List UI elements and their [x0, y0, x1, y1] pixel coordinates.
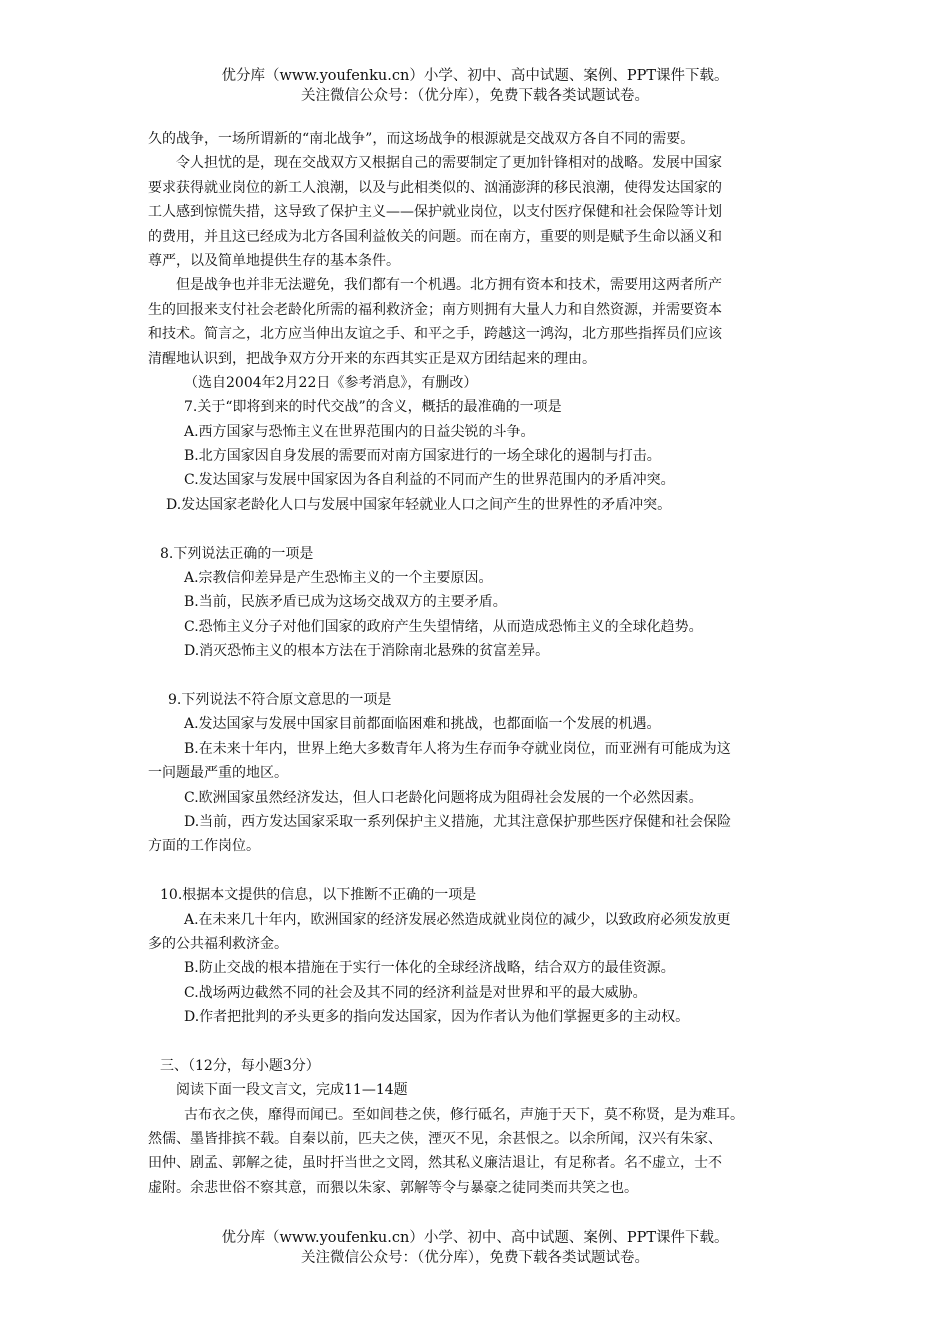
footer-line-2: 关注微信公众号：（优分库），免费下载各类试题试卷。	[301, 1250, 649, 1266]
classical-text-line: 古布衣之侠，靡得而闻已。至如闾巷之侠，修行砥名，声施于天下，莫不称贤，是为难耳。	[184, 1106, 744, 1123]
question-8-option-a: A.宗教信仰差异是产生恐怖主义的一个主要原因。	[184, 570, 493, 587]
header-line-1: 优分库（www.youfenku.cn）小学、初中、高中试题、案例、PPT课件下载。	[221, 68, 729, 84]
question-9-option-a: A.发达国家与发展中国家目前都面临困难和挑战，也都面临一个发展的机遇。	[184, 716, 661, 733]
classical-text-line: 然儒、墨皆排摈不载。自秦以前，匹夫之侠，湮灭不见，余甚恨之。以余所闻，汉兴有朱家、	[148, 1131, 722, 1148]
question-10-option-b: B.防止交战的根本措施在于实行一体化的全球经济战略，结合双方的最佳资源。	[184, 960, 675, 977]
passage-line: 久的战争，一场所谓新的“南北战争”，而这场战争的根源就是交战双方各自不同的需要。	[148, 131, 695, 147]
spacer	[148, 664, 808, 688]
question-9-stem: 9.下列说法不符合原文意思的一项是	[168, 691, 392, 708]
passage-line: 工人感到惊慌失措，这导致了保护主义——保护就业岗位，以支付医疗保健和社会保险等计划	[148, 204, 722, 221]
question-10-option-c: C.战场两边截然不同的社会及其不同的经济利益是对世界和平的最大威胁。	[184, 984, 647, 1001]
spacer	[148, 1029, 808, 1053]
page-header	[0, 66, 950, 106]
passage-line: 尊严，以及简单地提供生存的基本条件。	[148, 252, 400, 269]
question-9-option-c: C.欧洲国家虽然经济发达，但人口老龄化问题将成为阻碍社会发展的一个必然因素。	[184, 789, 703, 806]
question-10-option-a-cont: 多的公共福利救济金。	[148, 935, 288, 952]
question-7-stem: 7.关于“即将到来的时代交战”的含义，概括的最准确的一项是	[184, 399, 562, 416]
question-9-option-d-cont: 方面的工作岗位。	[148, 838, 260, 855]
passage-line: 生的回报来支付社会老龄化所需的福利救济金；南方则拥有大量人力和自然资源，并需要资本	[148, 301, 722, 318]
spacer	[148, 859, 808, 883]
section-3-instruction: 阅读下面一段文言文，完成11—14题	[176, 1082, 408, 1099]
question-9-option-b-cont: 一问题最严重的地区。	[148, 765, 288, 782]
header-line-2: 关注微信公众号：（优分库），免费下载各类试题试卷。	[301, 88, 649, 104]
footer-line-1: 优分库（www.youfenku.cn）小学、初中、高中试题、案例、PPT课件下载。	[221, 1230, 729, 1246]
question-9-option-b: B.在未来十年内，世界上绝大多数青年人将为生存而争夺就业岗位，而亚洲有可能成为这	[184, 740, 731, 757]
passage-line: 令人担忧的是，现在交战双方又根据自己的需要制定了更加针锋相对的战略。发展中国家	[176, 155, 722, 172]
question-8-option-c: C.恐怖主义分子对他们国家的政府产生失望情绪，从而造成恐怖主义的全球化趋势。	[184, 618, 703, 635]
classical-text-line: 田仲、剧孟、郭解之徒，虽时扞当世之文罔，然其私义廉洁退让，有足称者。名不虚立，士不	[148, 1155, 722, 1172]
question-10-option-d: D.作者把批判的矛头更多的指向发达国家，因为作者认为他们掌握更多的主动权。	[184, 1009, 690, 1026]
question-7-option-c: C.发达国家与发展中国家因为各自利益的不同而产生的世界范围内的矛盾冲突。	[184, 472, 675, 489]
passage-line: 清醒地认识到，把战争双方分开来的东西其实正是双方团结起来的理由。	[148, 350, 596, 367]
question-8-option-d: D.消灭恐怖主义的根本方法在于消除南北悬殊的贫富差异。	[184, 643, 550, 660]
classical-text-line: 虚附。余悲世俗不察其意，而猥以朱家、郭解等令与暴豪之徒同类而共笑之也。	[148, 1179, 638, 1196]
question-8-option-b: B.当前，民族矛盾已成为这场交战双方的主要矛盾。	[184, 594, 507, 611]
passage-line: 的费用，并且这已经成为北方各国利益攸关的问题。而在南方，重要的则是赋予生命以涵义和	[148, 228, 722, 245]
question-7-option-d: D.发达国家老龄化人口与发展中国家年轻就业人口之间产生的世界性的矛盾冲突。	[166, 496, 672, 513]
passage-line: 要求获得就业岗位的新工人浪潮，以及与此相类似的、汹涌澎湃的移民浪潮，使得发达国家的	[148, 179, 722, 196]
page-footer	[0, 1228, 950, 1268]
question-10-option-a: A.在未来几十年内，欧洲国家的经济发展必然造成就业岗位的减少，以致政府必须发放更	[184, 911, 731, 928]
document-body	[148, 127, 808, 1200]
section-3-title: 三、（12分，每小题3分）	[160, 1057, 320, 1074]
passage-line: 和技术。简言之，北方应当伸出友谊之手、和平之手，跨越这一鸿沟，北方那些指挥员们应该	[148, 326, 722, 343]
passage-line: 但是战争也并非无法避免，我们都有一个机遇。北方拥有资本和技术，需要用这两者所产	[176, 277, 722, 294]
source-citation: （选自2004年2月22日《参考消息》，有删改）	[184, 374, 478, 391]
spacer	[148, 517, 808, 541]
question-7-option-b: B.北方国家因自身发展的需要而对南方国家进行的一场全球化的遏制与打击。	[184, 448, 661, 465]
question-10-stem: 10.根据本文提供的信息，以下推断不正确的一项是	[160, 887, 477, 904]
question-8-stem: 8.下列说法正确的一项是	[160, 545, 314, 562]
question-7-option-a: A.西方国家与恐怖主义在世界范围内的日益尖锐的斗争。	[184, 423, 535, 440]
question-9-option-d: D.当前，西方发达国家采取一系列保护主义措施，尤其注意保护那些医疗保健和社会保险	[184, 813, 732, 830]
